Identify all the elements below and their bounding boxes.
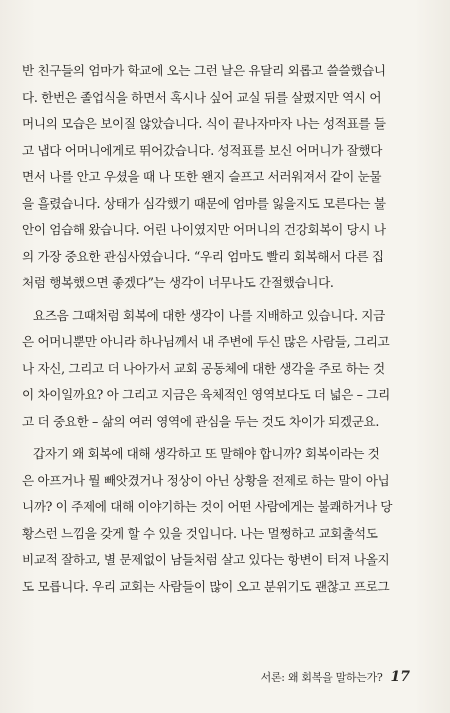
text-line: 을 흘렸습니다. 상태가 심각했기 때문에 엄마를 잃을지도 모른다는 불 (22, 195, 386, 211)
text-line: 고 냅다 어머니에게로 뛰어갔습니다. 성적표를 보신 어머니가 잘했다 (22, 142, 383, 158)
text-line: 머니의 모습은 보이질 않았습니다. 식이 끝나자마자 나는 성적표를 들 (22, 116, 386, 131)
text-line: 은 아프거나 뭘 빼앗겼거나 정상이 아닌 상황을 전제로 하는 말이 아닙 (22, 472, 390, 488)
page-number: 17 (390, 669, 410, 685)
body-text (22, 58, 410, 600)
running-head: 서론: 왜 회복을 말하는가? (260, 671, 383, 684)
text-line: 도 모릅니다. 우리 교회는 사람들이 많이 오고 분위기도 괜찮고 프로그 (22, 578, 390, 594)
text-line: 비교적 잘하고, 별 문제없이 남들처럼 살고 있다는 항변이 터져 나올지 (22, 552, 390, 567)
page-footer (261, 669, 410, 685)
text-line: 면서 나를 안고 우셨을 때 나 또한 왠지 슬프고 서러워져서 같이 눈물 (22, 169, 382, 184)
paragraph (22, 303, 410, 436)
paragraph (22, 58, 410, 297)
text-line: 이 차이일까요? 아 그리고 지금은 육체적인 영역보다도 더 넓은 – 그리 (22, 387, 390, 402)
text-line: 요즈음 그때처럼 회복에 대한 생각이 나를 지배하고 있습니다. 지금 (33, 307, 385, 323)
text-line: 은 어머니뿐만 아니라 하나님께서 내 주변에 두신 많은 사람들, 그리고 (22, 334, 390, 349)
text-line: 의 가장 중요한 관심사였습니다. “우리 엄마도 빨리 회복해서 다른 집 (22, 248, 384, 264)
text-line: 반 친구들의 엄마가 학교에 오는 그런 날은 유달리 외롭고 쓸쓸했습니 (22, 63, 386, 78)
text-line: 나 자신, 그리고 더 나아가서 교회 공동체에 대한 생각을 주로 하는 것 (22, 360, 385, 376)
text-line: 안이 엄습해 왔습니다. 어린 나이였지만 어머니의 건강회복이 당시 나 (22, 222, 386, 237)
text-line: 다. 한번은 졸업식을 하면서 혹시나 싶어 교실 뒤를 살폈지만 역시 어 (22, 89, 382, 105)
text-line: 니까? 이 주제에 대해 이야기하는 것이 어떤 사람에게는 불쾌하거나 당 (22, 499, 393, 514)
text-line: 고 더 중요한 – 삶의 여러 영역에 관심을 두는 것도 차이가 되겠군요. (22, 413, 379, 429)
text-line: 갑자기 왜 회복에 대해 생각하고 또 말해야 합니까? 회복이라는 것 (33, 446, 380, 461)
paragraph (22, 441, 410, 600)
text-line: 황스런 느낌을 갖게 할 수 있을 것입니다. 나는 멀쩡하고 교회출석도 (22, 525, 378, 541)
text-line: 처럼 행복했으면 좋겠다”는 생각이 너무나도 간절했습니다. (22, 275, 334, 290)
